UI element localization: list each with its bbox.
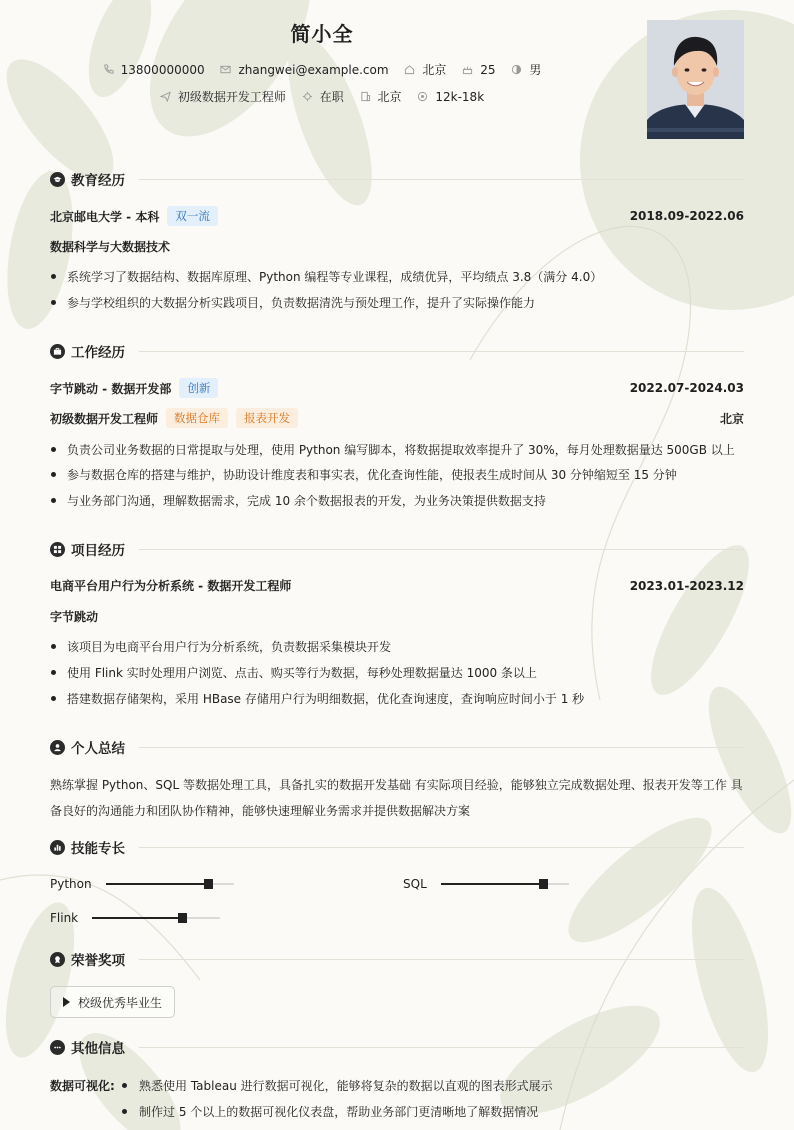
- status-info: [302, 88, 344, 105]
- project-name: 电商平台用户行为分析系统 - 数据开发工程师: [50, 579, 292, 593]
- age-text: 25: [480, 62, 496, 77]
- skill-name: Flink: [50, 911, 79, 925]
- skill-item: [50, 911, 220, 925]
- education-entry-header: [50, 206, 744, 226]
- project-company: 字节跳动: [50, 610, 99, 624]
- briefcase-icon: [50, 344, 65, 359]
- status-icon: [302, 91, 313, 102]
- award-item-toggle[interactable]: [50, 986, 175, 1018]
- work-title: 工作经历: [71, 345, 125, 361]
- other-title: 其他信息: [71, 1041, 125, 1057]
- work-city-info: [360, 88, 402, 105]
- skill-level-fill: [441, 883, 543, 885]
- status-text: 在职: [319, 90, 344, 104]
- major-name: 数据科学与大数据技术: [50, 240, 171, 254]
- education-section-header: [50, 169, 744, 189]
- grid-icon: [50, 542, 65, 557]
- job-intent-row: [0, 88, 644, 105]
- role-tag: 报表开发: [236, 408, 298, 428]
- medal-icon: [50, 952, 65, 967]
- honors-section-header: [50, 949, 744, 969]
- salary-info: [417, 90, 484, 104]
- user-icon: [50, 740, 65, 755]
- phone-text: 13800000000: [120, 62, 205, 77]
- phone-icon: [103, 64, 114, 75]
- skill-level-knob: [204, 879, 213, 889]
- school-name: 北京邮电大学 - 本科: [50, 209, 160, 224]
- role-tag: 数据仓库: [166, 408, 228, 428]
- education-title: 教育经历: [71, 173, 125, 189]
- send-icon: [160, 91, 171, 102]
- city-text: 北京: [422, 63, 447, 77]
- award-name: 校级优秀毕业生: [78, 995, 163, 1010]
- gender-icon: [511, 64, 522, 75]
- cake-icon: [462, 64, 473, 75]
- work-city-text: 北京: [377, 90, 402, 104]
- company-name: 字节跳动 - 数据开发部: [50, 381, 172, 396]
- skills-section-header: [50, 837, 744, 857]
- project-title: 项目经历: [71, 543, 125, 559]
- building-icon: [360, 91, 371, 102]
- position-text: 初级数据开发工程师: [177, 90, 286, 104]
- summary-text: 熟练掌握 Python、SQL 等数据处理工具，具备扎实的数据开发基础 有实际项目经验，能够独立完成数据处理、报表开发等工作 具备良好的沟通能力和团队协作精神，能够快速理解业务需求并提供数据解决方案: [50, 778, 743, 818]
- company-tag: 创新: [179, 378, 218, 398]
- divider: [139, 959, 744, 960]
- phone-info: [103, 63, 205, 77]
- work-section-header: [50, 341, 744, 361]
- skill-level-knob: [178, 913, 187, 923]
- honors-title: 荣誉奖项: [71, 953, 125, 969]
- skill-level-fill: [92, 917, 182, 919]
- skill-level-bar: [92, 917, 220, 919]
- project-entry-header: [50, 577, 744, 594]
- candidate-name: 简小全: [290, 22, 354, 46]
- work-role-row: [50, 408, 744, 428]
- home-icon: [404, 64, 415, 75]
- skill-level-knob: [539, 879, 548, 889]
- other-section-header: [50, 1037, 744, 1057]
- summary-title: 个人总结: [71, 741, 125, 757]
- skill-name: Python: [50, 877, 92, 891]
- divider: [139, 179, 744, 180]
- role-name: 初级数据开发工程师: [50, 411, 159, 426]
- other-category-label: 数据可视化:: [50, 1079, 115, 1093]
- project-period: 2023.01-2023.12: [629, 578, 744, 593]
- money-icon: [417, 91, 428, 102]
- project-section-header: [50, 539, 744, 559]
- gender-info: [511, 61, 541, 78]
- avatar: [647, 20, 744, 139]
- resume-page: 简小全 13800000000 zhangwei@example.com 北京 25 男 初级数据开发工程师 在职 北京 12k-18k 教育经历 北京邮电大学 - 本科 双一流 2018.09-2022.06 数据科学与大数据技术 系统学习了数据结构、数据库原理、Python 编程等专业课程，成绩优异，平均绩点 3.8（满分 4.0） 参与学校组织的大数据分析实践项目，负责数据清洗与预处理工作，提升了实际操作能力 工作经历 字节跳动 - 数据开发部 创新 2022.07-2024.03 初级数据开发工程师 数据仓库 报表开发 北京 负责公司业务数据的日常提取与处理，使用 Python 编写脚本，将数据提取效率提升了 30%，每月处理数据量达 500GB 以上 参与数据仓库的搭建与维护，协助设计维度表和事实表，优化查询性能，使报表生成时间从 30 分钟缩短至 15 分钟 与业务部门沟通，理解数据需求，完成 10 余个数据报表的开发，为业务决策提供数据支持 项目经历 电商平台用户行为分析系统 - 数据开发工程师 2023.01-2023.12 字节跳动 该项目为电商平台用户行为分析系统，负责数据采集模块开发 使用 Flink 实时处理用户浏览、点击、购买等行为数据，每秒处理数据量达 1000 条以上 搭建数据存储架构，采用 HBase 存储用户行为明细数据，优化查询速度，查询响应时间小于 1 秒 个人总结 熟练掌握 Python、SQL 等数据处理工具，具备扎实的数据开发基础 有实际项目经验，能够独立完成数据处理、报表开发等工作 具备良好的沟通能力和团队协作精神，能够快速理解业务需求并提供数据解决方案 技能专长 Python SQL Flink 荣誉奖项 校级优秀毕业生 其他信息 数据可视化: 熟悉使用 Tableau 进行数据可视化，能够将复杂的数据以直观的图表形式展示 制作过 5 个以上的数据可视化仪表盘，帮助业务部门更清晰地了解数据情况: [0, 0, 794, 1130]
- skill-level-bar: [441, 883, 569, 885]
- skill-level-fill: [106, 883, 208, 885]
- skill-level-bar: [106, 883, 234, 885]
- gender-text: 男: [529, 63, 542, 77]
- mail-icon: [220, 64, 231, 75]
- play-icon: [63, 997, 70, 1007]
- skill-name: SQL: [403, 877, 427, 891]
- education-period: 2018.09-2022.06: [629, 209, 744, 223]
- divider: [139, 847, 744, 848]
- summary-section-header: [50, 737, 744, 757]
- skills-title: 技能专长: [71, 841, 125, 857]
- city-info: [404, 61, 446, 78]
- divider: [139, 1047, 744, 1048]
- email-info: [220, 63, 388, 77]
- contact-row: [0, 61, 644, 78]
- work-location: 北京: [719, 411, 744, 426]
- bar-chart-icon: [50, 840, 65, 855]
- work-entry-header: [50, 378, 744, 398]
- age-info: [462, 63, 495, 77]
- skill-item: [403, 877, 569, 891]
- position-info: [160, 88, 286, 105]
- salary-text: 12k-18k: [435, 89, 485, 104]
- skill-item: [50, 877, 234, 891]
- school-tag: 双一流: [167, 206, 218, 226]
- divider: [139, 549, 744, 550]
- info-icon: [50, 1040, 65, 1055]
- divider: [139, 351, 744, 352]
- divider: [139, 747, 744, 748]
- email-text: zhangwei@example.com: [238, 62, 389, 77]
- work-period: 2022.07-2024.03: [629, 381, 744, 395]
- graduation-cap-icon: [50, 172, 65, 187]
